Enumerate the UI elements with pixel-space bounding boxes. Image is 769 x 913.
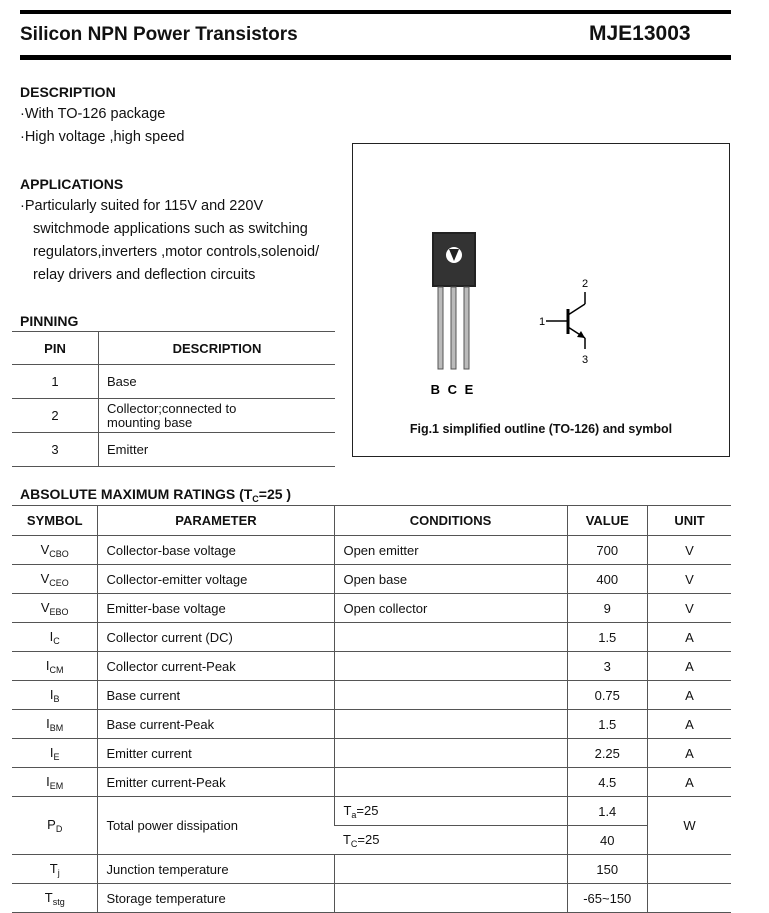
unit-cell: V — [647, 594, 731, 623]
symbol-cell: $I_{EM}$ — [12, 768, 98, 797]
unit-cell — [647, 855, 731, 884]
symbol-cell: $I_{CM}$ — [12, 652, 98, 681]
symbol-column-header: SYMBOL — [12, 506, 98, 536]
parameter-cell: Emitter-base voltage — [98, 594, 335, 623]
applications-line: relay drivers and deflection circuits — [33, 267, 256, 283]
value-cell: 40 — [567, 826, 647, 855]
unit-cell: A — [647, 652, 731, 681]
table-row — [12, 681, 731, 710]
table-row — [12, 433, 335, 467]
parameter-cell: Emitter current-Peak — [98, 768, 335, 797]
conditions-cell: Open collector — [335, 594, 567, 623]
parameter-cell: Total power dissipation — [98, 797, 335, 855]
parameter-cell: Storage temperature — [98, 884, 335, 913]
symbol-cell: $T_j$ — [12, 855, 98, 884]
figure-box — [352, 143, 730, 457]
value-cell: 700 — [567, 536, 647, 565]
lead-base — [438, 287, 443, 369]
description-heading: DESCRIPTION — [20, 84, 116, 100]
unit-column-header: UNIT — [647, 506, 731, 536]
parameter-column-header: PARAMETER — [98, 506, 335, 536]
figure-caption: Fig.1 simplified outline (TO-126) and symbol — [409, 422, 673, 436]
table-row — [12, 710, 731, 739]
parameter-cell: Emitter current — [98, 739, 335, 768]
value-cell: 4.5 — [567, 768, 647, 797]
parameter-cell: Junction temperature — [98, 855, 335, 884]
symbol-cell: $V_{CBO}$ — [12, 536, 98, 565]
value-cell: 400 — [567, 565, 647, 594]
ratings-table — [12, 505, 731, 913]
value-cell: 1.5 — [567, 710, 647, 739]
description-line: ·With TO-126 package — [20, 106, 166, 122]
value-cell: 2.25 — [567, 739, 647, 768]
symbol-cell: $V_{EBO}$ — [12, 594, 98, 623]
unit-cell — [647, 884, 731, 913]
table-row — [12, 739, 731, 768]
package-pin-labels: B C E — [430, 382, 476, 397]
unit-cell: V — [647, 536, 731, 565]
unit-cell: A — [647, 768, 731, 797]
conditions-cell — [335, 652, 567, 681]
table-row — [12, 652, 731, 681]
table-row — [12, 884, 731, 913]
symbol-pin1-label: 1 — [539, 316, 546, 328]
value-cell: 9 — [567, 594, 647, 623]
pin-number: 2 — [12, 399, 99, 433]
pinning-table — [12, 331, 335, 467]
pin-column-header: PIN — [12, 332, 99, 365]
symbol-cell: $T_{stg}$ — [12, 884, 98, 913]
conditions-cell: Open emitter — [335, 536, 567, 565]
conditions-cell — [335, 710, 567, 739]
applications-line: ·Particularly suited for 115V and 220V — [20, 198, 264, 214]
conditions-cell — [335, 623, 567, 652]
parameter-cell: Base current-Peak — [98, 710, 335, 739]
header-top-rule — [20, 10, 731, 14]
conditions-cell — [335, 884, 567, 913]
parameter-cell: Base current — [98, 681, 335, 710]
applications-heading: APPLICATIONS — [20, 176, 124, 192]
emitter-arrow — [577, 331, 585, 338]
applications-line: switchmode applications such as switching — [33, 221, 308, 237]
conditions-column-header: CONDITIONS — [335, 506, 567, 536]
symbol-cell: $I_B$ — [12, 681, 98, 710]
header-bottom-rule — [20, 55, 731, 60]
symbol-cell: $I_C$ — [12, 623, 98, 652]
symbol-cell: $I_{BM}$ — [12, 710, 98, 739]
table-row — [12, 365, 335, 399]
value-cell: 0.75 — [567, 681, 647, 710]
parameter-cell: Collector current-Peak — [98, 652, 335, 681]
unit-cell: A — [647, 681, 731, 710]
table-row — [12, 797, 731, 826]
description-column-header: DESCRIPTION — [99, 332, 336, 365]
unit-cell: A — [647, 739, 731, 768]
table-row — [12, 623, 731, 652]
conditions-cell: Open base — [335, 565, 567, 594]
pinning-header-row — [12, 332, 335, 365]
conditions-cell — [335, 768, 567, 797]
applications-line: regulators,inverters ,motor controls,solenoid/ — [33, 244, 320, 260]
unit-cell: V — [647, 565, 731, 594]
applications-text — [20, 195, 319, 287]
conditions-cell — [335, 855, 567, 884]
symbol-collector — [568, 304, 585, 315]
table-row — [12, 768, 731, 797]
table-row — [12, 594, 731, 623]
conditions-cell — [335, 739, 567, 768]
pin-description: Emitter — [99, 433, 336, 467]
unit-cell: W — [647, 797, 731, 855]
value-cell: 1.4 — [567, 797, 647, 826]
table-row — [12, 536, 731, 565]
lead-collector — [451, 287, 456, 369]
pinning-heading: PINNING — [20, 313, 79, 329]
symbol-pin3-label: 3 — [582, 354, 589, 366]
symbol-cell: $P_D$ — [12, 797, 98, 855]
description-text — [20, 103, 184, 149]
pin-description: Base — [99, 365, 336, 399]
conditions-cell: $T_a=25$ — [335, 797, 567, 826]
value-cell: 3 — [567, 652, 647, 681]
lead-emitter — [464, 287, 469, 369]
value-cell: -65~150 — [567, 884, 647, 913]
package-outline-illustration — [353, 144, 729, 414]
symbol-cell: $V_{CEO}$ — [12, 565, 98, 594]
pin-description: Collector;connected to mounting base — [99, 399, 336, 433]
unit-cell: A — [647, 623, 731, 652]
table-row — [12, 565, 731, 594]
parameter-cell: Collector-base voltage — [98, 536, 335, 565]
symbol-pin2-label: 2 — [582, 278, 589, 290]
conditions-cell: $T_C=25$ — [335, 826, 567, 855]
description-line: ·High voltage ,high speed — [20, 129, 185, 145]
part-number: MJE13003 — [589, 22, 691, 45]
ratings-heading: ABSOLUTE MAXIMUM RATINGS ($T_C=25$ ) — [20, 486, 292, 504]
parameter-cell: Collector current (DC) — [98, 623, 335, 652]
document-title: Silicon NPN Power Transistors — [20, 24, 298, 45]
unit-cell: A — [647, 710, 731, 739]
symbol-cell: $I_E$ — [12, 739, 98, 768]
table-row — [12, 855, 731, 884]
conditions-cell — [335, 681, 567, 710]
value-cell: 150 — [567, 855, 647, 884]
parameter-cell: Collector-emitter voltage — [98, 565, 335, 594]
pin-number: 1 — [12, 365, 99, 399]
value-column-header: VALUE — [567, 506, 647, 536]
value-cell: 1.5 — [567, 623, 647, 652]
ratings-header-row — [12, 506, 731, 536]
pin-number: 3 — [12, 433, 99, 467]
table-row — [12, 399, 335, 433]
